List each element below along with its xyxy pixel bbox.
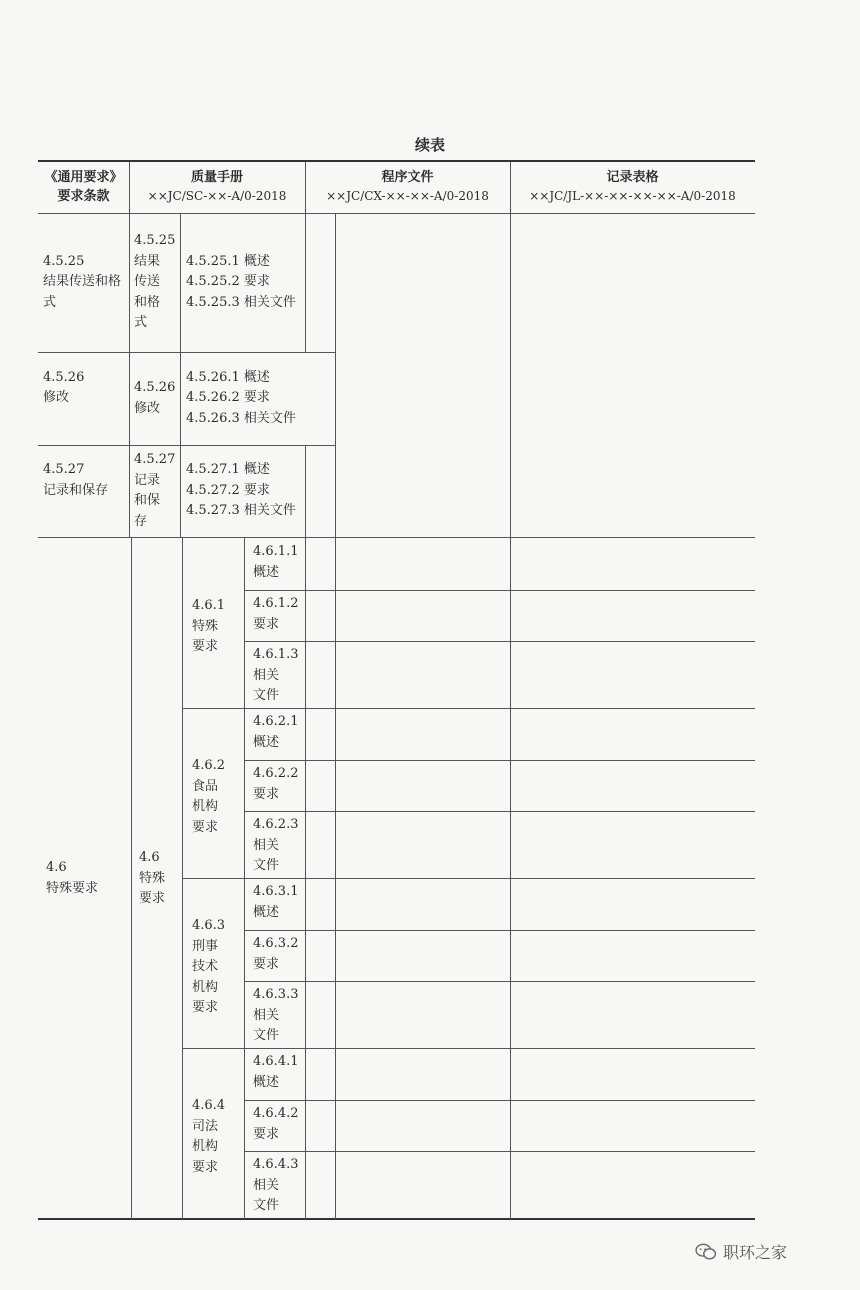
manual-line: 和格 xyxy=(134,294,161,310)
manual-line: 4.5.26 xyxy=(134,380,176,395)
wechat-icon xyxy=(695,1243,717,1261)
table-bottom-rule xyxy=(38,1218,755,1220)
clause-number: 4.5.27 xyxy=(43,462,85,477)
manual-line: 4.5.27 xyxy=(134,452,176,467)
item-cell xyxy=(253,985,298,1047)
item-line: 要求 xyxy=(253,786,280,802)
group-label-line: 机构 xyxy=(192,799,219,814)
item-cell xyxy=(253,815,298,877)
group-label-line: 要求 xyxy=(192,819,219,835)
item-line: 概述 xyxy=(253,1074,280,1090)
item-line: 文件 xyxy=(253,1198,280,1213)
row-rule xyxy=(38,352,335,353)
procedure-subline xyxy=(305,445,306,537)
item-cell xyxy=(253,764,298,805)
item-line: 4.6.2.3 xyxy=(253,817,299,832)
manual-4-6: 4.6 特殊 要求 xyxy=(139,850,166,906)
item-line: 4.6.1.1 xyxy=(253,544,299,559)
item-cell xyxy=(253,1052,298,1093)
manual-line: 结果 xyxy=(134,253,161,269)
header-manual: 质量手册 ××JC/SC-××-A/0-2018 xyxy=(147,170,287,203)
item-line: 4.6.1.3 xyxy=(253,647,299,662)
group-label-line: 刑事 xyxy=(192,938,219,954)
item-line: 4.6.1.2 xyxy=(253,596,299,611)
item-rule xyxy=(244,981,755,982)
group-label-line: 司法 xyxy=(192,1118,219,1134)
item-line: 4.6.4.2 xyxy=(253,1106,299,1121)
group-label-line: 特殊 xyxy=(192,618,219,634)
manual-subitem: 4.5.25.2 要求 xyxy=(186,274,270,289)
item-line: 4.6.2.1 xyxy=(253,714,299,729)
item-cell xyxy=(253,1104,298,1145)
group-rule xyxy=(182,878,755,879)
table-header-rule xyxy=(38,213,755,214)
item-line: 文件 xyxy=(253,1028,280,1043)
group-label-line: 4.6.3 xyxy=(192,918,226,933)
clause-name: 结果传送和格式 xyxy=(43,274,122,310)
manual-line: 修改 xyxy=(134,400,161,416)
clause-name: 记录和保存 xyxy=(43,482,109,498)
clause-cell xyxy=(43,368,127,409)
group-label-line: 4.6.4 xyxy=(192,1098,226,1113)
manual-line: 记录 xyxy=(134,472,161,488)
group-label xyxy=(192,1096,225,1178)
item-line: 4.6.4.1 xyxy=(253,1054,299,1069)
clause-column-line xyxy=(131,538,132,1219)
group-label-line: 机构 xyxy=(192,1139,219,1154)
group-label xyxy=(192,916,225,1019)
item-line: 概述 xyxy=(253,904,280,920)
item-line: 相关 xyxy=(253,1177,280,1193)
manual-subitem: 4.5.25.1 概述 xyxy=(186,253,270,269)
procedure-column-line xyxy=(335,213,336,1219)
group-label-line: 食品 xyxy=(192,778,219,794)
procedure-subline xyxy=(305,213,306,353)
watermark xyxy=(695,1240,787,1263)
manual-subitem: 4.5.27.3 相关文件 xyxy=(186,503,296,518)
row-rule xyxy=(38,537,755,538)
group-label-line: 要求 xyxy=(192,1000,219,1015)
manual-cell xyxy=(134,231,175,334)
group-label-line: 要求 xyxy=(192,639,219,654)
group-label xyxy=(192,596,225,658)
item-cell xyxy=(253,712,298,753)
header-records: 记录表格 ××JC/JL-××-××-××-××-A/0-2018 xyxy=(529,170,736,203)
group-label-line: 4.6.1 xyxy=(192,598,226,613)
group-label-line: 技术 xyxy=(192,959,219,974)
manual-line: 存 xyxy=(134,513,148,529)
manual-subitems xyxy=(186,252,296,314)
item-rule xyxy=(244,641,755,642)
manual-subitems xyxy=(186,368,296,430)
item-rule xyxy=(244,590,755,591)
group-label-line: 机构 xyxy=(192,979,219,995)
item-line: 要求 xyxy=(253,1126,280,1142)
item-cell xyxy=(253,645,298,707)
clause-number: 4.5.25 xyxy=(43,253,85,269)
item-line: 4.6.3.3 xyxy=(253,987,299,1002)
page-title: 续表 xyxy=(414,136,445,154)
item-cell xyxy=(253,542,298,583)
manual-subitem: 4.5.26.3 相关文件 xyxy=(186,410,296,426)
manual-line: 传送 xyxy=(134,274,161,290)
manual-line: 式 xyxy=(134,315,148,331)
manual-subitems xyxy=(186,460,296,522)
item-rule xyxy=(244,811,755,812)
item-line: 4.6.2.2 xyxy=(253,766,299,781)
item-cell xyxy=(253,934,298,975)
clause-4-6: 4.6 特殊要求 xyxy=(46,860,99,896)
item-rule xyxy=(244,760,755,761)
row-rule xyxy=(38,445,335,446)
item-cell xyxy=(253,594,298,635)
item-line: 相关 xyxy=(253,1007,280,1023)
manual-line: 和保 xyxy=(134,493,161,508)
manual-cell xyxy=(134,378,175,419)
item-line: 文件 xyxy=(253,858,280,873)
item-line: 4.6.4.3 xyxy=(253,1157,299,1172)
group-rule xyxy=(182,708,755,709)
manual-subitem: 4.5.26.2 要求 xyxy=(186,390,270,405)
records-column-line xyxy=(510,213,511,1219)
table-top-rule xyxy=(38,160,755,162)
header-procedure: 程序文件 ××JC/CX-××-××-A/0-2018 xyxy=(326,170,489,203)
clause-cell xyxy=(43,252,127,314)
manual-subitem: 4.5.27.2 要求 xyxy=(186,482,270,498)
group-rule xyxy=(182,1048,755,1049)
clause-column-line xyxy=(129,213,130,538)
manual-subitem: 4.5.25.3 相关文件 xyxy=(186,294,296,310)
item-rule xyxy=(244,1151,755,1152)
item-rule xyxy=(244,930,755,931)
manual-line: 4.5.25 xyxy=(134,233,176,249)
item-line: 概述 xyxy=(253,734,280,750)
item-line: 4.6.3.1 xyxy=(253,884,299,899)
item-line: 相关 xyxy=(253,667,280,683)
manual-subitem: 4.5.26.1 概述 xyxy=(186,369,270,385)
manual-subitem: 4.5.27.1 概述 xyxy=(186,462,270,477)
clause-cell xyxy=(43,460,127,501)
item-cell xyxy=(253,882,298,923)
item-line: 概述 xyxy=(253,564,280,580)
item-line: 相关 xyxy=(253,837,280,853)
watermark-text: 职环之家 xyxy=(723,1243,788,1262)
group-label xyxy=(192,756,225,838)
group-label-line: 4.6.2 xyxy=(192,758,226,773)
group-label-line: 要求 xyxy=(192,1159,219,1175)
item-rule xyxy=(244,1100,755,1101)
manual-subline xyxy=(180,213,181,538)
item-cell xyxy=(253,1155,298,1217)
manual-cell xyxy=(134,450,175,532)
item-line: 要求 xyxy=(253,616,280,632)
header-clause: 《通用要求》 要求条款 xyxy=(44,170,123,204)
item-line: 文件 xyxy=(253,688,280,703)
clause-name: 修改 xyxy=(43,390,70,405)
item-line: 4.6.3.2 xyxy=(253,936,299,951)
clause-number: 4.5.26 xyxy=(43,369,85,385)
item-line: 要求 xyxy=(253,956,280,972)
